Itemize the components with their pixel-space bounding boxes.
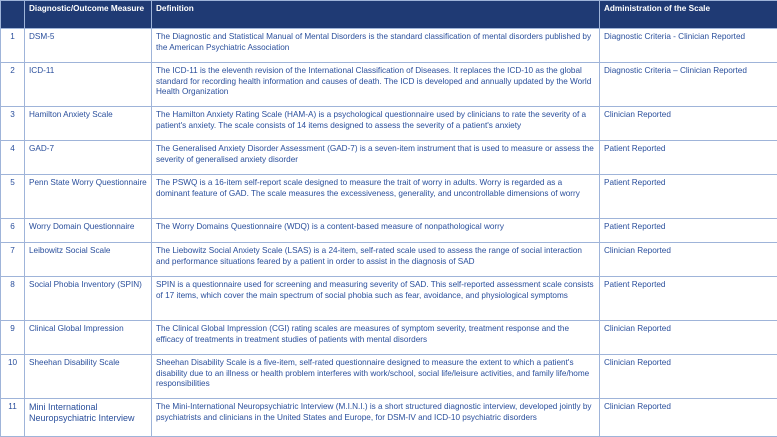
table-row: [1, 399, 777, 437]
row-measure: Mini International Neuropsychiatric Interview: [25, 399, 152, 437]
row-administration: Clinician Reported: [600, 107, 777, 141]
row-administration: Clinician Reported: [600, 355, 777, 399]
row-administration: Clinician Reported: [600, 321, 777, 355]
row-administration: Diagnostic Criteria - Clinician Reported: [600, 29, 777, 63]
table-row: [1, 141, 777, 175]
row-definition: The Diagnostic and Statistical Manual of Mental Disorders is the standard classification of mental disorders published by the American Psychiatric Association: [152, 29, 600, 63]
row-measure: DSM-5: [25, 29, 152, 63]
row-measure: Worry Domain Questionnaire: [25, 219, 152, 243]
table-row: [1, 63, 777, 107]
row-administration: Clinician Reported: [600, 243, 777, 277]
row-definition: The Liebowitz Social Anxiety Scale (LSAS) is a 24-item, self-rated scale used to assess the range of social interaction and performance situations feared by a patient in order to assist in the diagnosis of SAD: [152, 243, 600, 277]
table-row: [1, 29, 777, 63]
row-number: 9: [1, 321, 25, 355]
row-measure: Leibowitz Social Scale: [25, 243, 152, 277]
row-number: 6: [1, 219, 25, 243]
table-row: [1, 277, 777, 321]
table-row: [1, 219, 777, 243]
row-number: 3: [1, 107, 25, 141]
row-administration: Patient Reported: [600, 141, 777, 175]
row-administration: Clinician Reported: [600, 399, 777, 437]
row-measure: GAD-7: [25, 141, 152, 175]
row-definition: The Generalised Anxiety Disorder Assessment (GAD-7) is a seven-item instrument that is used to measure or assess the severity of generalised anxiety disorder: [152, 141, 600, 175]
row-number: 7: [1, 243, 25, 277]
row-administration: Patient Reported: [600, 175, 777, 219]
header-definition: Definition: [152, 1, 600, 29]
table-header-row: [1, 1, 777, 29]
header-administration: Administration of the Scale: [600, 1, 777, 29]
table-row: [1, 243, 777, 277]
row-measure: ICD-11: [25, 63, 152, 107]
row-number: 1: [1, 29, 25, 63]
row-number: 4: [1, 141, 25, 175]
row-measure: Hamilton Anxiety Scale: [25, 107, 152, 141]
row-definition: The Mini-International Neuropsychiatric Interview (M.I.N.I.) is a short structured diagnostic interview, developed jointly by psychiatrists and clinicians in the United States and Europe, for DSM-IV and ICD-10 psychiatric disorders: [152, 399, 600, 437]
row-definition: Sheehan Disability Scale is a five-item, self-rated questionnaire designed to measure the extent to which a patient's disability due to an illness or health problem interferes with work/school, social life/leisure activities, and family life/home responsibilities: [152, 355, 600, 399]
row-definition: The Clinical Global Impression (CGI) rating scales are measures of symptom severity, treatment response and the efficacy of treatments in treatment studies of patients with mental disorders: [152, 321, 600, 355]
row-number: 8: [1, 277, 25, 321]
table-row: [1, 107, 777, 141]
row-definition: The Hamilton Anxiety Rating Scale (HAM-A) is a psychological questionnaire used by clinicians to rate the severity of a patient's anxiety. The scale consists of 14 items designed to assess the severity of a patient's anxiety: [152, 107, 600, 141]
row-measure: Sheehan Disability Scale: [25, 355, 152, 399]
row-number: 10: [1, 355, 25, 399]
header-measure: Diagnostic/Outcome Measure: [25, 1, 152, 29]
row-number: 5: [1, 175, 25, 219]
row-measure: Penn State Worry Questionnaire: [25, 175, 152, 219]
row-administration: Patient Reported: [600, 219, 777, 243]
header-index: [1, 1, 25, 29]
table-row: [1, 355, 777, 399]
row-number: 2: [1, 63, 25, 107]
row-administration: Patient Reported: [600, 277, 777, 321]
row-definition: The ICD-11 is the eleventh revision of the International Classification of Diseases. It replaces the ICD-10 as the global standard for recording health information and causes of death. The ICD is developed and annually updated by the World Health Organization: [152, 63, 600, 107]
row-measure: Social Phobia Inventory (SPIN): [25, 277, 152, 321]
row-administration: Diagnostic Criteria – Clinician Reported: [600, 63, 777, 107]
row-definition: SPIN is a questionnaire used for screening and measuring severity of SAD. This self-reported assessment scale consists of 17 items, which cover the main spectrum of social phobia such as fear, avoidance, and physiological symptoms: [152, 277, 600, 321]
row-measure: Clinical Global Impression: [25, 321, 152, 355]
row-number: 11: [1, 399, 25, 437]
table-row: [1, 321, 777, 355]
row-definition: The Worry Domains Questionnaire (WDQ) is a content-based measure of nonpathological worry: [152, 219, 600, 243]
table-row: [1, 175, 777, 219]
row-definition: The PSWQ is a 16-item self-report scale designed to measure the trait of worry in adults. Worry is regarded as a dominant feature of GAD. The scale measures the excessiveness, generality, and uncontrollable dimensions of worry: [152, 175, 600, 219]
